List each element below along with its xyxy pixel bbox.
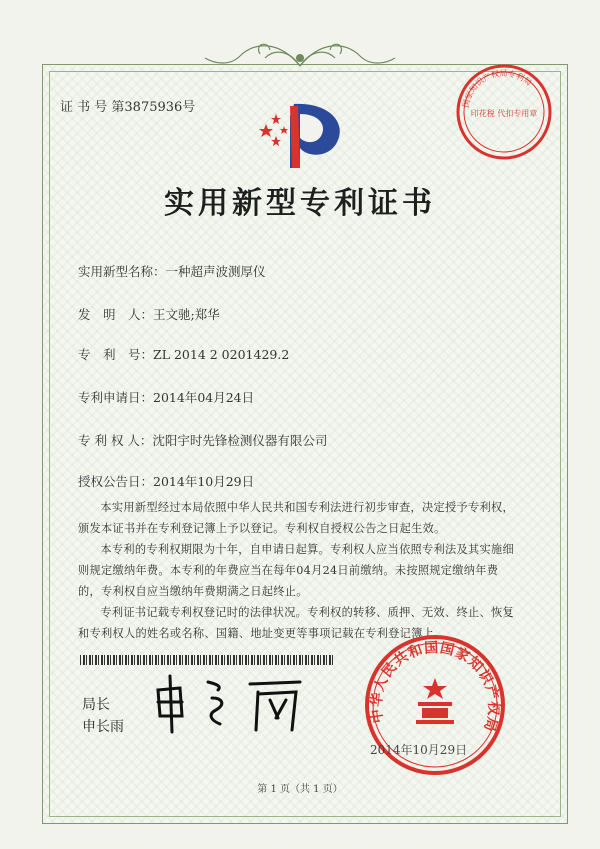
filing-date-label: 专利申请日： <box>78 390 154 405</box>
field-inventor <box>78 305 220 323</box>
patent-no-label: 专 利 号： <box>78 347 154 362</box>
holder-value: 沈阳宇时先锋检测仪器有限公司 <box>152 433 328 448</box>
svg-text:国家知识产权局专利局 <box>461 68 533 108</box>
page-footer: 第 1 页（共 1 页） <box>257 784 343 795</box>
announce-value: 2014年10月29日 <box>153 474 255 489</box>
name-label: 实用新型名称： <box>78 264 166 279</box>
field-patentee <box>78 431 327 449</box>
seal-date: 2014年10月29日 <box>370 743 468 757</box>
holder-label: 专 利 权 人： <box>78 433 153 448</box>
certificate-title: 实用新型专利证书 <box>164 186 436 221</box>
patent-no-value: ZL 2014 2 0201429.2 <box>153 347 290 362</box>
cnipa-logo <box>256 100 348 170</box>
field-patent-number <box>78 345 289 363</box>
certificate-number: 证 书 号 第3875936号 <box>60 100 196 115</box>
top-ornament <box>200 36 400 78</box>
body-paragraph-3: 专利证书记载专利权登记时的法律状况。专利权的转移、质押、无效、终止、恢复和专利权人的姓名或名称、国籍、地址变更等事项记载在专利登记簿上。 <box>78 606 514 640</box>
official-seal-text: 中华人民共和国国家知识产权局 <box>368 639 502 735</box>
director-signature <box>150 672 320 736</box>
body-paragraph-1: 本实用新型经过本局依照中华人民共和国专利法进行初步审查，决定授予专利权，颁发本证书并在专利登记簿上予以登记。专利权自授权公告之日起生效。 <box>78 501 514 535</box>
field-utility-model-name <box>78 262 266 280</box>
inventor-label: 发 明 人： <box>78 307 154 322</box>
announce-label: 授权公告日： <box>78 474 154 489</box>
tax-seal-arc-text: 国家知识产权局专利局 <box>461 68 534 109</box>
director-name: 申长雨 <box>82 719 124 735</box>
tax-seal-sub-text: 印花税 代扣专用章 <box>470 109 538 118</box>
director-title: 局长 <box>82 697 110 713</box>
barcode <box>80 655 335 665</box>
body-paragraph-2: 本专利的专利权期限为十年，自申请日起算。专利权人应当依照专利法及其实施细则规定缴纳年费。本专利的年费应当在每年04月24日前缴纳。未按照规定缴纳年费的，专利权自应当缴纳年费期满之日起终止。 <box>78 543 514 598</box>
name-value: 一种超声波测厚仪 <box>165 264 266 279</box>
field-announcement-date <box>78 472 254 490</box>
inventor-value: 王文驰;郑华 <box>153 307 220 322</box>
tax-seal <box>452 60 556 164</box>
filing-date-value: 2014年04月24日 <box>153 390 255 405</box>
field-filing-date <box>78 388 254 406</box>
